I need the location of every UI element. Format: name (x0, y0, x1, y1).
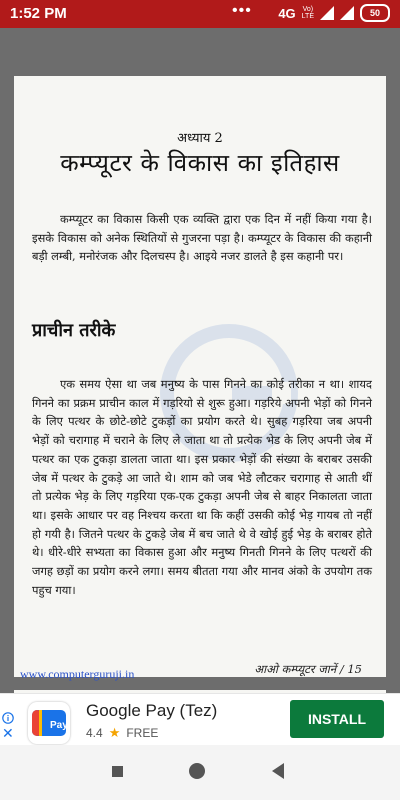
intro-paragraph: कम्प्यूटर का विकास किसी एक व्यक्ति द्वारा एक दिन में नहीं किया गया है। इसके विकास को अनेक स्थितियों से गुजरना पड़ा है। कम्प्यूटर के विकास की कहानी बड़ी लम्बी, मनोरंजक और दिलचस्प है। आइये नजर डालते है इस कहानी पर। (32, 212, 372, 264)
document-page (14, 76, 386, 677)
section-heading: प्राचीन तरीके (32, 320, 116, 341)
status-icons (278, 4, 390, 22)
recent-apps-icon[interactable] (112, 766, 123, 777)
website-link[interactable]: www.computerguruji.in (20, 667, 135, 681)
ad-close-icon[interactable]: ✕ (2, 726, 14, 742)
ad-app-name[interactable]: Google Pay (Tez) (86, 701, 218, 720)
home-icon[interactable] (189, 763, 205, 779)
ad-banner[interactable] (0, 693, 400, 744)
page-footer: आओ कम्प्यूटर जानें / 15 (254, 662, 362, 676)
chapter-label: अध्याय 2 (177, 131, 223, 146)
gpay-logo-icon (28, 702, 70, 744)
status-bar (0, 0, 400, 28)
ad-rating-row (86, 725, 158, 741)
gpay-icon-text: Pay (50, 720, 68, 731)
signal-icon (320, 6, 334, 20)
volte-top: Vo) (302, 6, 314, 13)
volte-icon (302, 6, 314, 20)
ad-price: FREE (126, 726, 159, 740)
network-type: 4G (278, 5, 296, 21)
status-time: 1:52 PM (10, 5, 67, 22)
gpay-app-icon (28, 702, 70, 744)
battery-icon: 50 (360, 4, 390, 22)
star-icon: ★ (108, 725, 121, 740)
ad-info-icon[interactable] (2, 712, 14, 724)
notification-dots-icon: ••• (232, 2, 252, 19)
signal-icon-2 (340, 6, 354, 20)
body-paragraph: एक समय ऐसा था जब मनुष्य के पास गिनने का कोई तरीका न था। शायद गिनने का प्रक्रम प्राचीन काल में गड़रियो से शुरू हुआ। गड़रिये अपनी भेड़ों को गिनने के लिए पत्थर के छोटे-छोटे टुकड़ों का प्रयोग करते थे। सुबह गड़रिया जब अपनी भेड़ों को चरागाह में चराने के लिए ले जाता था तो प्रत्येक भेड के लिए अपनी जेब में पत्थर का एक टुकड़ा डालता जाता था। इस प्रकार भेड़ों की संख्या के बराबर उसकी जेब में पत्थर के टुकड़े आ जाते थे। शाम को जब भेडे लौटकर चरागाह से आती थीं तो प्रत्येक भेड़ के लिए गड़रिया एक-एक टुकड़ा अपनी जेब से बाहर निकालता जाता था। इसके आधार पर वह निश्चय करता था कि कहीं उसकी कोई भेड़ गायब तो नहीं हो गयी है। जितने पत्थर के टुकड़े जेब में बच जाते थे वे खोई हुई भेड़ के बराबर होते थे। धीरे-धीरे सभ्यता का विकास हुआ और मनुष्य गिनती गिनने के लिए पत्थरों की जगह छड़ों का प्रयोग करने लगा। समय बीतता गया और मानव अंको के उपयोग तक पहुच गया। (32, 377, 372, 597)
page-title: कम्प्यूटर के विकास का इतिहास (60, 149, 340, 177)
ad-rating-value: 4.4 (86, 726, 103, 740)
navigation-bar (0, 745, 400, 800)
install-button[interactable]: INSTALL (290, 700, 384, 738)
document-viewer[interactable] (0, 28, 400, 693)
back-icon[interactable] (272, 763, 284, 779)
volte-bottom: LTE (301, 13, 314, 20)
